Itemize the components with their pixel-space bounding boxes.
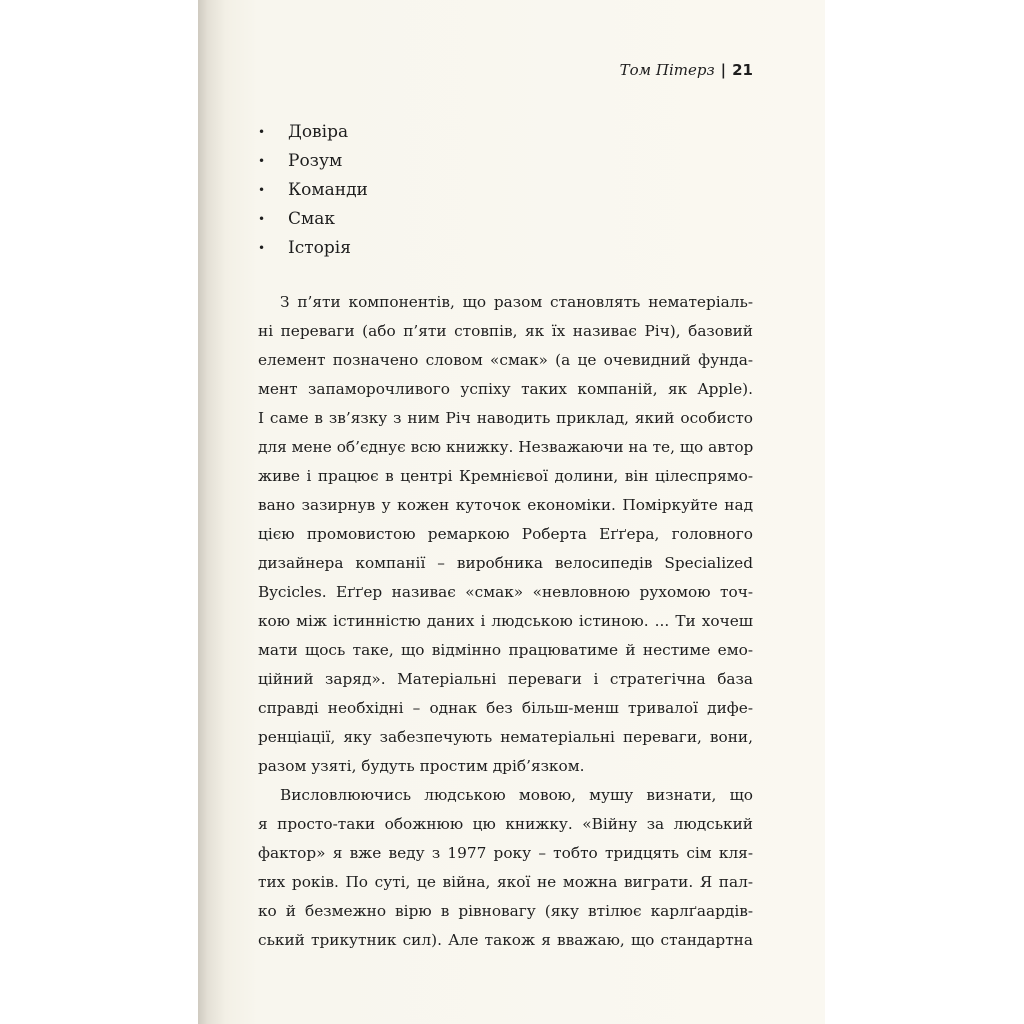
text-line: вано зазирнув у кожен куточок економіки. Поміркуйте над — [258, 496, 753, 514]
bullet-icon: • — [258, 183, 266, 197]
list-item-text: Смак — [288, 209, 335, 229]
bullet-icon: • — [258, 241, 266, 255]
text-line: ційний заряд». Матеріальні переваги і стратегічна база — [258, 670, 753, 688]
text-line: фактор» я вже веду з 1977 року – тобто тридцять сім кля- — [258, 844, 753, 862]
body-text — [258, 288, 753, 955]
running-head-separator: | — [720, 61, 727, 79]
text-line: я просто-таки обожнюю цю книжку. «Війну за людський — [258, 815, 753, 833]
list-item-text: Команди — [288, 180, 368, 200]
text-line: ський трикутник сил). Але також я вважаю, що стандартна — [258, 931, 753, 949]
list-item — [258, 234, 368, 263]
text-line: Висловлюючись людською мовою, мушу визнати, що — [280, 786, 753, 804]
text-line: тих років. По суті, це війна, якої не можна виграти. Я пал- — [258, 873, 753, 891]
text-line: кою між істинністю даних і людською істиною. ... Ти хочеш — [258, 612, 753, 630]
paragraph-1 — [258, 288, 753, 781]
text-line: ко й безмежно вірю в рівновагу (яку втілює карлґаардів- — [258, 902, 753, 920]
bullet-icon: • — [258, 154, 266, 168]
text-line: цією промовистою ремаркою Роберта Еґґера, головного — [258, 525, 753, 543]
list-item-text: Розум — [288, 151, 343, 171]
text-line: І саме в зв’язку з ним Річ наводить приклад, який особисто — [258, 409, 753, 427]
list-item — [258, 176, 368, 205]
list-item-text: Довіра — [288, 122, 349, 142]
text-line: елемент позначено словом «смак» (а це очевидний фунда- — [258, 351, 753, 369]
text-line: мати щось таке, що відмінно працюватиме й нестиме емо- — [258, 641, 753, 659]
bullet-list — [258, 118, 368, 263]
text-line: Bycicles. Еґґер називає «смак» «невловною рухомою точ- — [258, 583, 753, 601]
text-line: живе і працює в центрі Кремнієвої долини, він цілеспрямо- — [258, 467, 753, 485]
running-head-author: Том Пітерз — [619, 61, 715, 79]
running-head — [620, 61, 753, 79]
list-item-text: Історія — [288, 238, 351, 258]
list-item — [258, 118, 368, 147]
paragraph-2 — [258, 781, 753, 955]
text-line: разом узяті, будуть простим дріб’язком. — [258, 757, 585, 775]
bullet-icon: • — [258, 212, 266, 226]
page-number: 21 — [732, 61, 753, 79]
text-line: дизайнера компанії – виробника велосипедів Specialized — [258, 554, 753, 572]
bullet-icon: • — [258, 125, 266, 139]
text-line: ренціації, яку забезпечують нематеріальні переваги, вони, — [258, 728, 753, 746]
text-line: ні переваги (або п’яти стовпів, як їх називає Річ), базовий — [258, 322, 753, 340]
text-line: для мене об’єднує всю книжку. Незважаючи на те, що автор — [258, 438, 753, 456]
text-line: справді необхідні – однак без більш-менш тривалої дифе- — [258, 699, 753, 717]
text-line: З п’яти компонентів, що разом становлять нематеріаль- — [280, 293, 753, 311]
list-item — [258, 205, 368, 234]
book-page — [198, 0, 825, 1024]
list-item — [258, 147, 368, 176]
text-line: мент запаморочливого успіху таких компаній, як Apple). — [258, 380, 753, 398]
